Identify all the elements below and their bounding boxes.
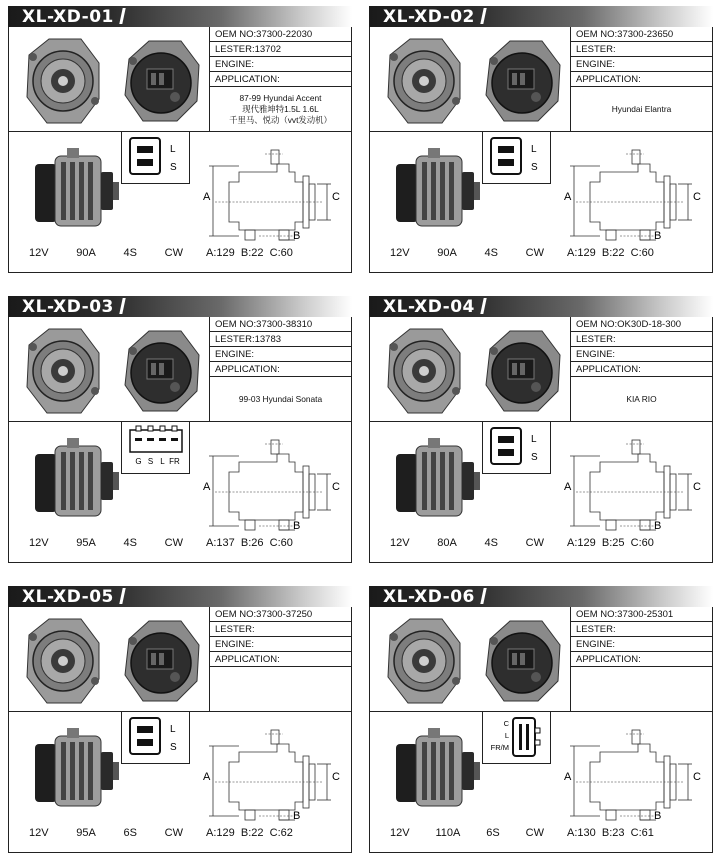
dim-b-value: 22 [612, 247, 625, 259]
spec-info-panel [571, 27, 712, 132]
dimension-drawing [560, 142, 710, 242]
plug-housing [491, 428, 521, 464]
plug-housing [491, 138, 521, 174]
product-card [369, 296, 713, 564]
plug-pin [498, 449, 514, 456]
plug-pin [519, 724, 522, 750]
lester-row: LESTER: [571, 622, 712, 637]
oem-number-value: 37300-37250 [256, 609, 313, 620]
pulley-value: 4S [123, 537, 137, 549]
engine-row: ENGINE: [210, 347, 351, 362]
pulley-value: 4S [484, 537, 498, 549]
rotation-value: CW [164, 827, 183, 839]
plug-pin [137, 146, 153, 153]
lester-row: LESTER:13783 [210, 332, 351, 347]
dim-a-value: 130 [577, 827, 596, 839]
alternator-side-photo [388, 436, 484, 524]
connector-plug-icon [483, 422, 550, 472]
electrical-specs [29, 247, 189, 259]
pulley-value: 4S [123, 247, 137, 259]
product-code: XL-XD-02 [383, 7, 475, 27]
dim-label-a: A [564, 191, 572, 203]
pulley-value: 6S [123, 827, 137, 839]
dim-label-b: B [293, 230, 301, 242]
product-card [8, 296, 352, 564]
alternator-back-photo [478, 35, 566, 127]
engine-row: ENGINE: [571, 57, 712, 72]
connector-plug [482, 422, 551, 474]
alternator-front-photo [380, 35, 466, 127]
product-card [369, 586, 713, 854]
engine-row: ENGINE: [210, 57, 351, 72]
engine-row: ENGINE: [210, 637, 351, 652]
dim-c-value: 60 [641, 537, 654, 549]
amperage-value: 90A [76, 247, 96, 259]
plug-pin [147, 438, 154, 441]
dimension-values: A:130 B:23 C:61 [567, 827, 654, 839]
plug-pin-label: L [531, 144, 537, 155]
alternator-back-photo [117, 35, 205, 127]
header-slash [119, 8, 125, 24]
oem-number-value: 37300-38310 [256, 319, 313, 330]
oem-number-value: 37300-22030 [256, 29, 313, 40]
amperage-value: 80A [437, 537, 457, 549]
rotation-value: CW [164, 247, 183, 259]
plug-pin [137, 739, 153, 746]
dim-label-a: A [203, 771, 211, 783]
application-row: APPLICATION: [571, 362, 712, 377]
lester-value: 13702 [254, 44, 282, 55]
detail-panel [9, 422, 353, 563]
dim-c-value: 62 [280, 827, 293, 839]
dimension-values: A:129 B:22 C:60 [206, 247, 293, 259]
plug-pin [159, 438, 166, 441]
dimension-values: A:129 B:22 C:60 [567, 247, 654, 259]
dimension-drawing [560, 722, 710, 822]
plug-pin-label: S [147, 457, 154, 466]
card-header [369, 296, 713, 317]
alternator-side-photo [388, 146, 484, 234]
card-body [369, 317, 713, 563]
dim-b-value: 22 [251, 247, 264, 259]
dim-a-value: 129 [577, 247, 596, 259]
plug-housing [130, 718, 160, 754]
dimension-drawing [199, 432, 349, 532]
plug-housing [513, 718, 535, 756]
voltage-value: 12V [29, 827, 49, 839]
plug-pin-label: L [160, 457, 165, 466]
plug-pin [137, 726, 153, 733]
plug-tab [148, 426, 153, 431]
plug-pin-label: L [170, 144, 176, 155]
electrical-specs [390, 537, 550, 549]
dim-label-c: C [693, 481, 701, 493]
dim-label-a: A [564, 771, 572, 783]
alternator-front-photo [380, 325, 466, 417]
alternator-front-photo [380, 615, 466, 707]
plug-pin-label: S [170, 162, 177, 173]
plug-tab [160, 426, 165, 431]
oem-number-value: OK30D-18-300 [617, 319, 682, 330]
detail-panel [370, 422, 714, 563]
oem-number-row: OEM NO:37300-25301 [571, 607, 712, 622]
product-code: XL-XD-03 [22, 297, 114, 317]
dimension-values: A:129 B:25 C:60 [567, 537, 654, 549]
header-slash [119, 588, 125, 604]
plug-pin-label: L [531, 434, 537, 445]
card-body [8, 317, 352, 563]
photo-panel [370, 27, 571, 132]
dim-label-c: C [332, 481, 340, 493]
plug-tab [535, 740, 540, 745]
application-line: 87-99 Hyundai Accent [239, 93, 322, 103]
amperage-value: 95A [76, 537, 96, 549]
photo-panel [9, 317, 210, 422]
voltage-value: 12V [29, 247, 49, 259]
voltage-value: 12V [390, 827, 410, 839]
dim-a-value: 129 [577, 537, 596, 549]
voltage-value: 12V [390, 247, 410, 259]
plug-pin-label: S [531, 452, 538, 463]
plug-pin-label: L [504, 731, 509, 740]
lester-row: LESTER:13702 [210, 42, 351, 57]
plug-pin [498, 146, 514, 153]
voltage-value: 12V [29, 537, 49, 549]
alternator-front-photo [19, 35, 105, 127]
plug-housing [130, 138, 160, 174]
connector-plug-icon [122, 712, 189, 762]
plug-pin-label: L [170, 724, 176, 735]
alternator-back-photo [117, 325, 205, 417]
alternator-side-photo [27, 146, 123, 234]
dim-a-value: 129 [216, 827, 235, 839]
application-text [210, 377, 351, 422]
dim-c-value: 61 [641, 827, 654, 839]
dim-c-value: 60 [280, 247, 293, 259]
card-body [369, 607, 713, 853]
alternator-side-photo [27, 726, 123, 814]
plug-pin [171, 438, 178, 441]
plug-tab [136, 426, 141, 431]
application-line: KIA RIO [626, 394, 657, 404]
dimension-values: A:137 B:26 C:60 [206, 537, 293, 549]
plug-pin-label: G [135, 457, 142, 466]
rotation-value: CW [164, 537, 183, 549]
dimension-drawing [560, 432, 710, 532]
spec-info-panel [210, 27, 351, 132]
dimension-values: A:129 B:22 C:62 [206, 827, 293, 839]
application-text [571, 667, 712, 712]
dim-label-c: C [693, 771, 701, 783]
dim-label-c: C [332, 771, 340, 783]
product-code: XL-XD-01 [22, 7, 114, 27]
connector-plug-icon [122, 132, 189, 182]
connector-plug [121, 422, 190, 474]
connector-plug [482, 132, 551, 184]
card-body [369, 27, 713, 273]
oem-number-row: OEM NO:OK30D-18-300 [571, 317, 712, 332]
connector-plug [121, 132, 190, 184]
rotation-value: CW [525, 247, 544, 259]
application-row: APPLICATION: [210, 652, 351, 667]
electrical-specs [390, 247, 550, 259]
product-card [8, 6, 352, 274]
application-row: APPLICATION: [210, 72, 351, 87]
alternator-side-photo [388, 726, 484, 814]
header-slash [119, 298, 125, 314]
plug-pin-label: FR [169, 457, 180, 466]
application-line: 99-03 Hyundai Sonata [238, 394, 323, 404]
header-slash [480, 8, 486, 24]
product-code: XL-XD-04 [383, 297, 475, 317]
connector-plug-icon [122, 422, 189, 472]
spec-info-panel [571, 607, 712, 712]
alternator-front-photo [19, 615, 105, 707]
amperage-value: 90A [437, 247, 457, 259]
alternator-back-photo [117, 615, 205, 707]
oem-number-row: OEM NO:37300-37250 [210, 607, 351, 622]
application-text [571, 87, 712, 132]
photo-panel [9, 607, 210, 712]
application-row: APPLICATION: [571, 652, 712, 667]
application-row: APPLICATION: [210, 362, 351, 377]
lester-row: LESTER: [571, 42, 712, 57]
card-header [8, 586, 352, 607]
detail-panel [370, 132, 714, 273]
detail-panel [370, 712, 714, 853]
connector-plug [121, 712, 190, 764]
dim-b-value: 23 [612, 827, 625, 839]
card-header [369, 6, 713, 27]
dim-b-value: 22 [251, 827, 264, 839]
plug-tab [535, 728, 540, 733]
oem-number-value: 37300-25301 [617, 609, 674, 620]
card-header [8, 296, 352, 317]
dimension-drawing [199, 722, 349, 822]
amperage-value: 95A [76, 827, 96, 839]
product-card [369, 6, 713, 274]
lester-value: 13783 [254, 334, 282, 345]
photo-panel [370, 607, 571, 712]
dim-a-value: 137 [216, 537, 235, 549]
plug-pin-label: S [531, 162, 538, 173]
engine-row: ENGINE: [571, 637, 712, 652]
application-text [571, 377, 712, 422]
plug-pin-label: FR/M [490, 743, 509, 752]
plug-pin [137, 159, 153, 166]
voltage-value: 12V [390, 537, 410, 549]
alternator-side-photo [27, 436, 123, 524]
lester-row: LESTER: [571, 332, 712, 347]
dim-label-c: C [332, 191, 340, 203]
connector-plug-icon [483, 712, 550, 762]
header-slash [480, 588, 486, 604]
alternator-back-photo [478, 325, 566, 417]
product-code: XL-XD-06 [383, 587, 475, 607]
oem-number-row: OEM NO:37300-23650 [571, 27, 712, 42]
card-body [8, 607, 352, 853]
dim-label-b: B [293, 520, 301, 532]
product-code: XL-XD-05 [22, 587, 114, 607]
card-body [8, 27, 352, 273]
amperage-value: 110A [435, 827, 461, 839]
lester-row: LESTER: [210, 622, 351, 637]
photo-panel [370, 317, 571, 422]
connector-plug-icon [483, 132, 550, 182]
detail-panel [9, 132, 353, 273]
alternator-back-photo [478, 615, 566, 707]
spec-info-panel [210, 607, 351, 712]
detail-panel [9, 712, 353, 853]
dim-label-a: A [203, 481, 211, 493]
plug-pin [135, 438, 142, 441]
connector-plug [482, 712, 551, 764]
dim-b-value: 26 [251, 537, 264, 549]
plug-pin-label: S [170, 742, 177, 753]
oem-number-row: OEM NO:37300-22030 [210, 27, 351, 42]
dim-label-c: C [693, 191, 701, 203]
photo-panel [9, 27, 210, 132]
plug-pin [498, 436, 514, 443]
dim-a-value: 129 [216, 247, 235, 259]
engine-row: ENGINE: [571, 347, 712, 362]
dim-label-a: A [203, 191, 211, 203]
electrical-specs [390, 827, 550, 839]
dim-b-value: 25 [612, 537, 625, 549]
plug-tab [172, 426, 177, 431]
product-card [8, 586, 352, 854]
plug-pin-label: C [503, 719, 509, 728]
card-header [369, 586, 713, 607]
application-line: Hyundai Elantra [611, 104, 672, 114]
dim-label-a: A [564, 481, 572, 493]
pulley-value: 4S [484, 247, 498, 259]
spec-info-panel [210, 317, 351, 422]
plug-pin [526, 724, 529, 750]
rotation-value: CW [525, 827, 544, 839]
alternator-front-photo [19, 325, 105, 417]
oem-number-value: 37300-23650 [617, 29, 674, 40]
plug-pin [498, 159, 514, 166]
dim-label-b: B [654, 810, 662, 822]
electrical-specs [29, 827, 189, 839]
application-row: APPLICATION: [571, 72, 712, 87]
oem-number-row: OEM NO:37300-38310 [210, 317, 351, 332]
application-text [210, 87, 351, 132]
card-header [8, 6, 352, 27]
spec-info-panel [571, 317, 712, 422]
dim-label-b: B [293, 810, 301, 822]
rotation-value: CW [525, 537, 544, 549]
dimension-drawing [199, 142, 349, 242]
header-slash [480, 298, 486, 314]
pulley-value: 6S [486, 827, 500, 839]
dim-c-value: 60 [280, 537, 293, 549]
dim-c-value: 60 [641, 247, 654, 259]
dim-label-b: B [654, 230, 662, 242]
application-line: 千里马、悦动（vvt发动机） [229, 115, 332, 125]
dim-label-b: B [654, 520, 662, 532]
electrical-specs [29, 537, 189, 549]
application-line: 现代雅坤特1.5L 1.6L [242, 104, 319, 114]
application-text [210, 667, 351, 712]
